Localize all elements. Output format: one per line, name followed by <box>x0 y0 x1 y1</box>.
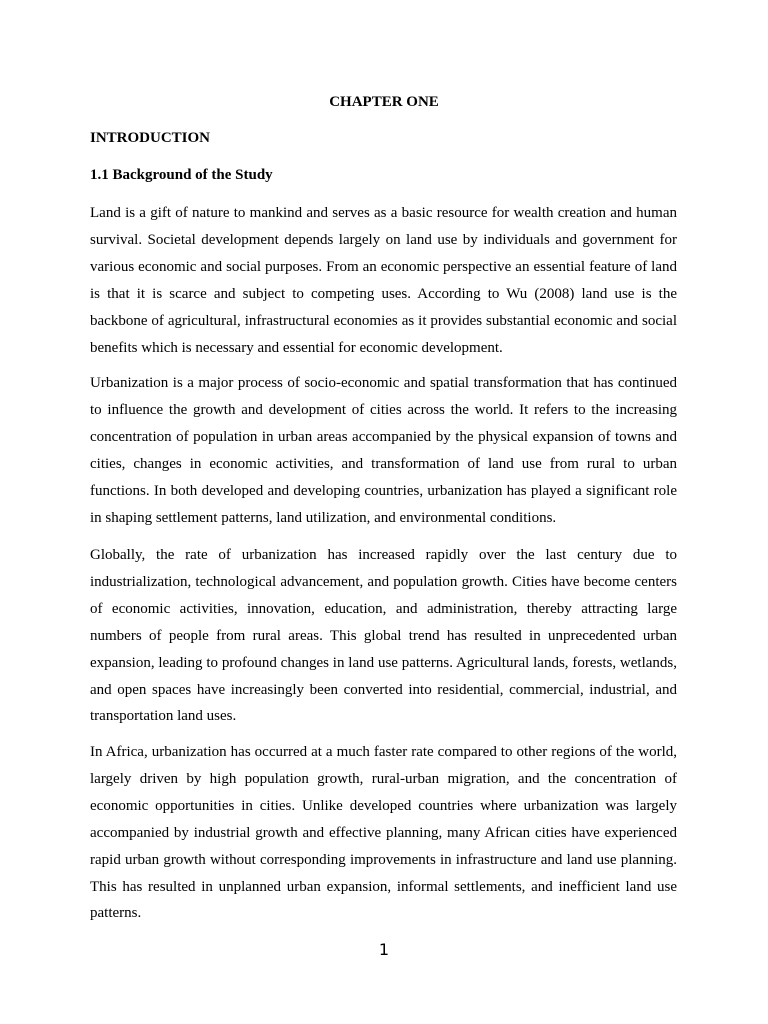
paragraph: In Africa, urbanization has occurred at a much faster rate compared to other regions of the world, largely driven by high population growth, rural-urban migration, and the concentration of economic opportunities in cities. Unlike developed countries where urbanization was largely accompanied by industrial growth and effective planning, many African cities have experienced rapid urban growth without corresponding improvements in infrastructure and land use planning. This has resulted in unplanned urban expansion, informal settlements, and inefficient land use patterns. <box>90 744 677 922</box>
paragraph: Globally, the rate of urbanization has increased rapidly over the last century due to industrialization, technological advancement, and population growth. Cities have become centers of economic activities, innovation, education, and administration, thereby attracting large numbers of people from rural areas. This global trend has resulted in unprecedented urban expansion, leading to profound changes in land use patterns. Agricultural lands, forests, wetlands, and open spaces have increasingly been converted into residential, commercial, industrial, and transportation land uses. <box>90 547 677 725</box>
paragraph: Urbanization is a major process of socio-economic and spatial transformation that has continued to influence the growth and development of cities across the world. It refers to the increasing concentration of population in urban areas accompanied by the physical expansion of towns and cities, changes in economic activities, and transformation of land use from rural to urban functions. In both developed and developing countries, urbanization has played a significant role in shaping settlement patterns, land utilization, and environmental conditions. <box>90 375 677 526</box>
subsection-heading: 1.1 Background of the Study <box>90 167 273 183</box>
section-heading: INTRODUCTION <box>90 130 211 146</box>
paragraph: Land is a gift of nature to mankind and serves as a basic resource for wealth creation and human survival. Societal development depends largely on land use by individuals and government for various economic and social purposes. From an economic perspective an essential feature of land is that it is scarce and subject to competing uses. According to Wu (2008) land use is the backbone of agricultural, infrastructural economies as it provides substantial economic and social benefits which is necessary and essential for economic development. <box>90 205 677 356</box>
chapter-title: CHAPTER ONE <box>329 94 439 110</box>
page-number: 1 <box>378 940 390 959</box>
